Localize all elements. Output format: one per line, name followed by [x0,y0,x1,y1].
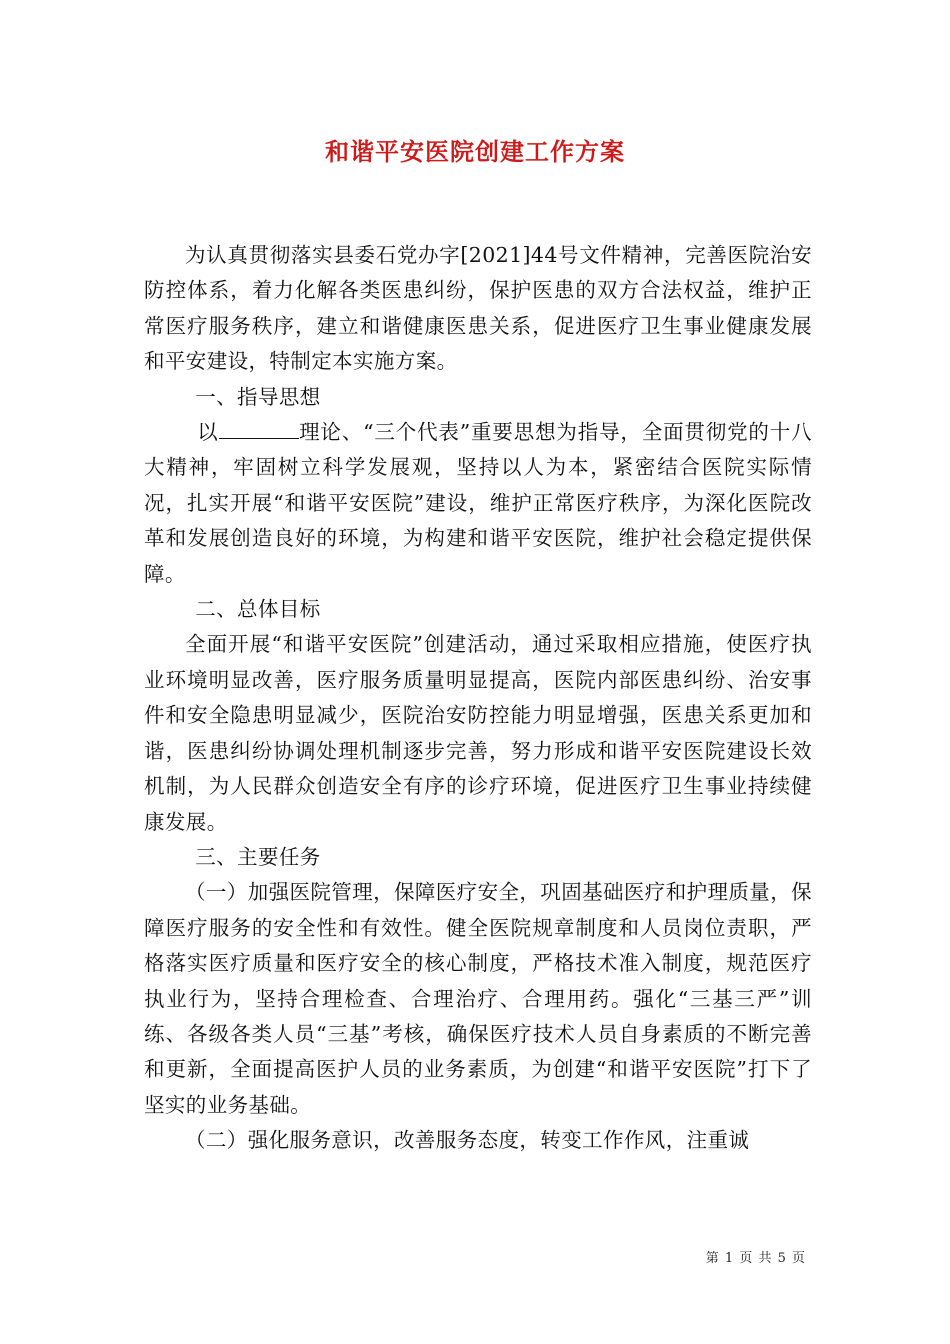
guiding-ideology-text: 理论、“三个代表”重要思想为指导，全面贯彻党的十八大精神，牢固树立科学发展观，坚持以人为本，紧密结合医院实际情况，扎实开展“和谐平安医院”建设，维护正常医疗秩序，为深化医院改革和发展创造良好的环境，为构建和谐平安医院，维护社会稳定提供保障。 [144,420,812,586]
guiding-ideology-lead: 以 [197,420,219,445]
document-body [144,238,812,1159]
document-title: 和谐平安医院创建工作方案 [325,137,625,166]
page-number-footer: 第 1 页 共 5 页 [705,1251,806,1266]
intro-paragraph: 为认真贯彻落实县委石党办字[2021]44号文件精神，完善医院治安防控体系，着力化解各类医患纠纷，保护医患的双方合法权益，维护正常医疗服务秩序，建立和谐健康医患关系，促进医疗卫生事业健康发展和平安建设，特制定本实施方案。 [144,243,812,374]
guiding-ideology-paragraph [144,415,812,592]
overall-goal-paragraph: 全面开展“和谐平安医院”创建活动，通过采取相应措施，使医疗执业环境明显改善，医疗服务质量明显提高，医院内部医患纠纷、治安事件和安全隐患明显减少，医院治安防控能力明显增强，医患关系更加和谐，医患纠纷协调处理机制逐步完善，努力形成和谐平安医院建设长效机制，为人民群众创造安全有序的诊疗环境，促进医疗卫生事业持续健康发展。 [144,632,812,834]
section-heading-overall-goal: 二、总体目标 [195,597,321,622]
fill-in-blank [219,420,299,439]
main-task-item-2: （二）强化服务意识，改善服务态度，转变工作作风，注重诚 [185,1128,750,1153]
section-heading-main-tasks: 三、主要任务 [195,844,321,869]
main-task-item-1: （一）加强医院管理，保障医疗安全，巩固基础医疗和护理质量，保障医疗服务的安全性和有效性。健全医院规章制度和人员岗位责职，严格落实医疗质量和医疗安全的核心制度，严格技术准入制度，规范医疗执业行为，坚持合理检查、合理治疗、合理用药。强化“三基三严”训练、各级各类人员“三基”考核，确保医疗技术人员自身素质的不断完善和更新，全面提高医护人员的业务素质，为创建“和谐平安医院”打下了坚实的业务基础。 [144,880,812,1117]
section-heading-guiding-ideology: 一、指导思想 [195,384,321,409]
